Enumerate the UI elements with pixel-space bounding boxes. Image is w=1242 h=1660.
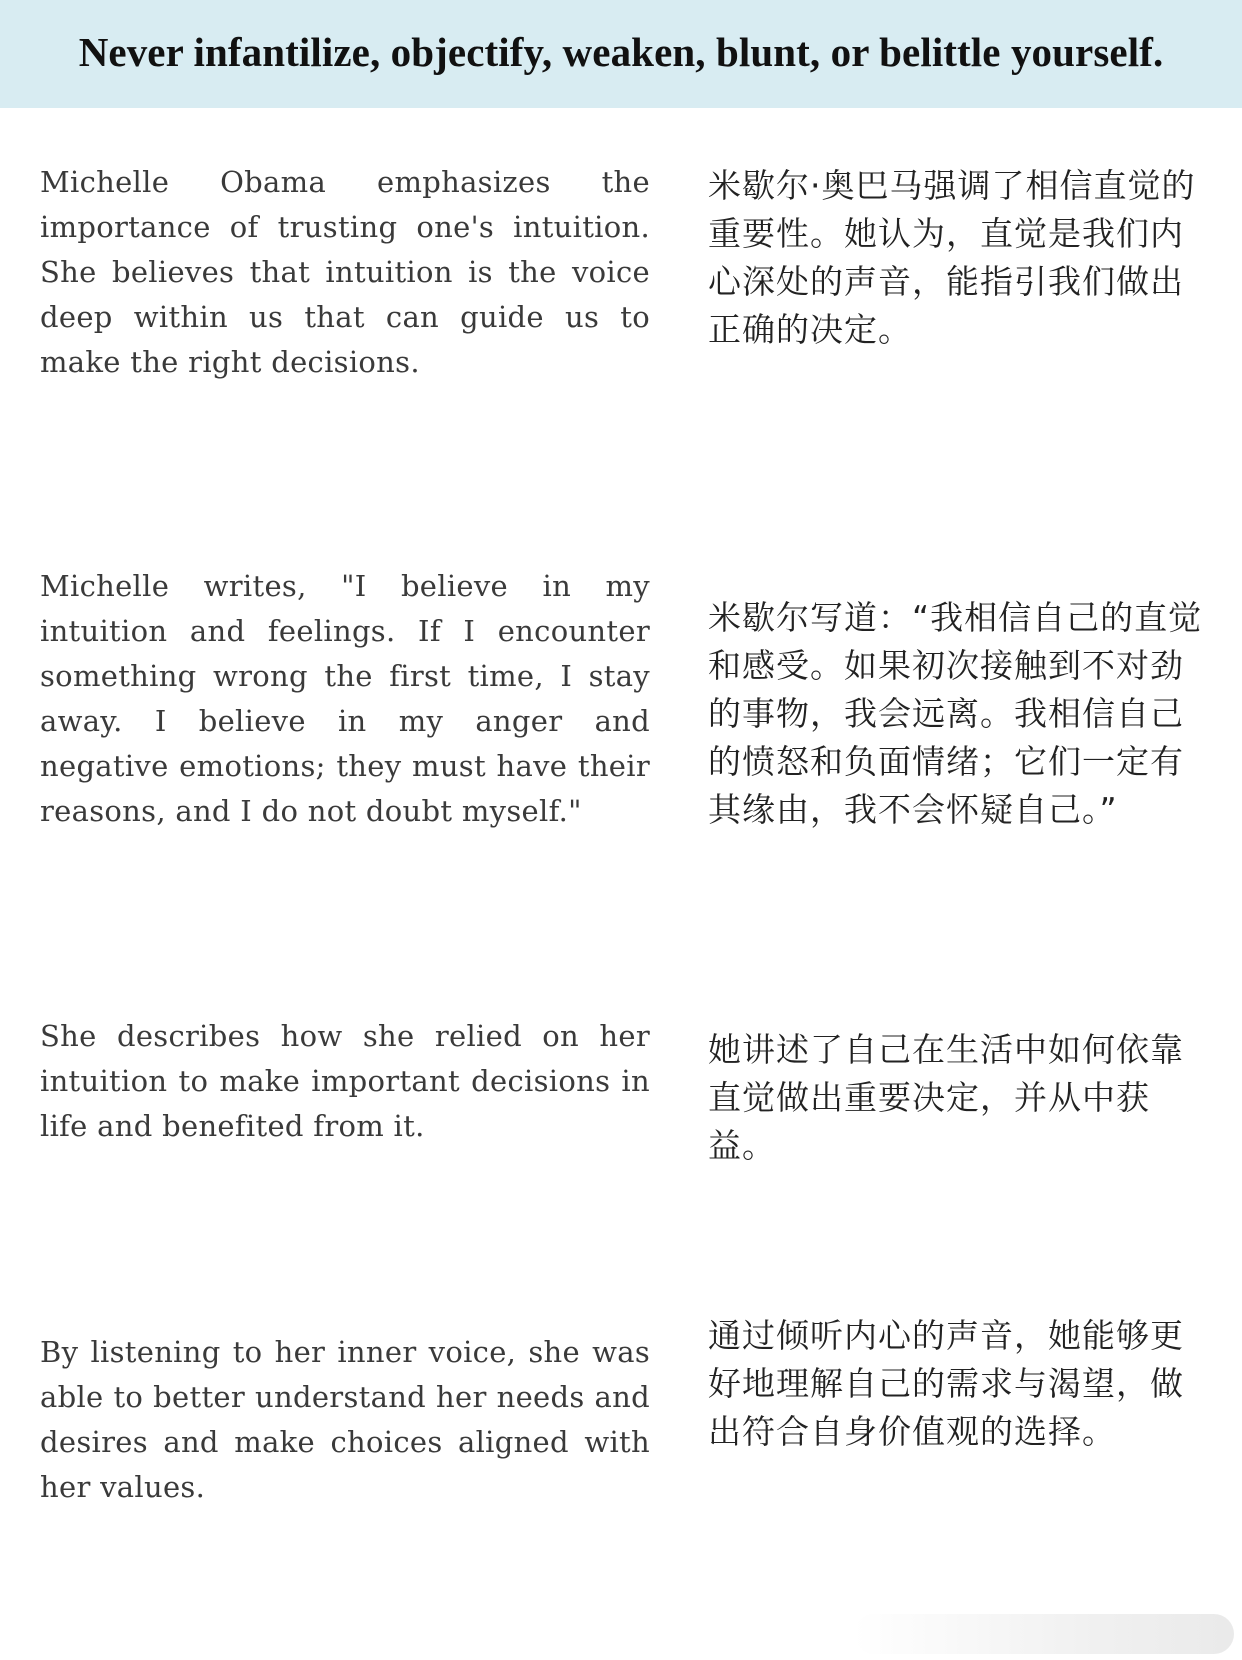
section-1-chinese: 米歇尔·奥巴马强调了相信直觉的重要性。她认为，直觉是我们内心深处的声音，能指引我们做出正确的决定。 — [708, 166, 1196, 349]
section-1-english: Michelle Obama emphasizes the importance of trusting one's intuition. She believes that intuition is the voice deep within us that can guide us to make the right decisions. — [40, 165, 650, 379]
section-3-chinese: 她讲述了自己在生活中如何依靠直觉做出重要决定，并从中获益。 — [708, 1030, 1184, 1165]
section-4-chinese: 通过倾听内心的声音，她能够更好地理解自己的需求与渴望，做出符合自身价值观的选择。 — [708, 1316, 1184, 1451]
title-banner — [0, 0, 1242, 108]
page-title: Never infantilize, objectify, weaken, blunt, or belittle yourself. — [78, 29, 1164, 75]
section-4-english: By listening to her inner voice, she was able to better understand her needs and desires and make choices aligned with her values. — [40, 1335, 650, 1504]
section-2-english: Michelle writes, "I believe in my intuition and feelings. If I encounter something wrong the first time, I stay away. I believe in my anger and negative emotions; they must have their reasons, and I do not doubt myself." — [40, 569, 650, 828]
watermark — [854, 1614, 1234, 1654]
section-3-english: She describes how she relied on her intuition to make important decisions in life and benefited from it. — [40, 1019, 650, 1143]
section-2-chinese: 米歇尔写道：“我相信自己的直觉和感受。如果初次接触到不对劲的事物，我会远离。我相信自己的愤怒和负面情绪；它们一定有其缘由，我不会怀疑自己。” — [708, 598, 1203, 829]
